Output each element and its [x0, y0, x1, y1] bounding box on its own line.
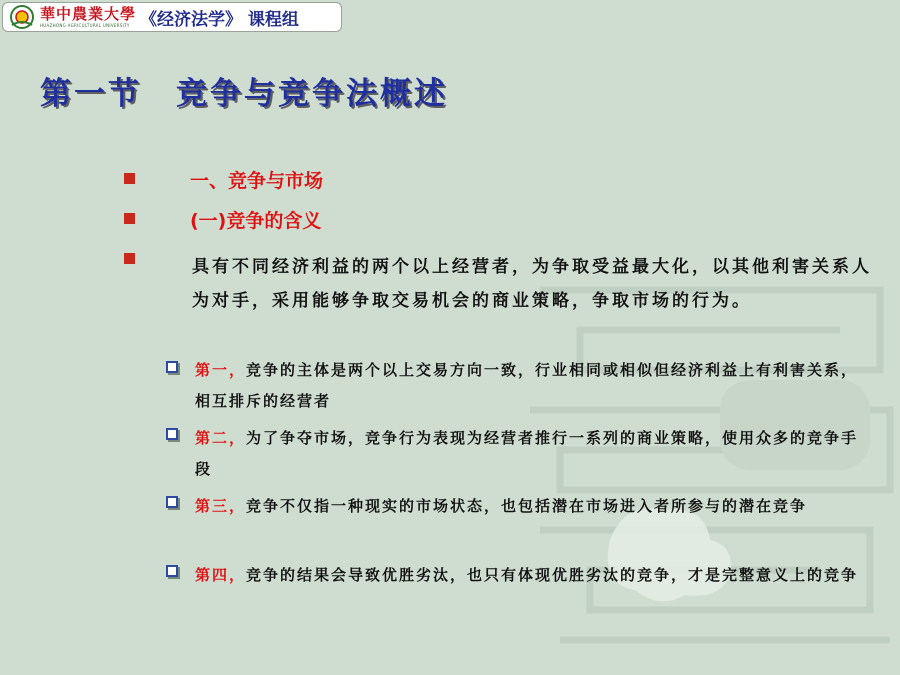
hollow-square-bullet — [166, 565, 178, 577]
point-item — [195, 491, 875, 522]
subsection-heading: (一)竞争的含义 — [190, 210, 322, 232]
hollow-square-bullet — [166, 428, 178, 440]
point-item — [195, 560, 875, 591]
university-logo-icon — [7, 4, 37, 30]
point-item — [195, 355, 875, 417]
hollow-square-bullet — [166, 361, 178, 373]
course-name: 《经济法学》 课程组 — [140, 9, 299, 30]
page-title: 第一节 竞争与竞争法概述 — [40, 76, 448, 112]
point-lead: 第三， — [195, 497, 247, 515]
definition-text: 具有不同经济利益的两个以上经营者，为争取受益最大化，以其他利害关系人为对手，采用能够争取交易机会的商业策略，争取市场的行为。 — [192, 257, 872, 311]
section-heading: 一、竞争与市场 — [190, 170, 324, 192]
university-name: 華中農業大學 — [40, 4, 137, 23]
square-bullet — [124, 173, 135, 184]
university-logo-text — [40, 4, 137, 28]
hollow-square-bullet — [166, 496, 178, 508]
point-item — [195, 423, 875, 485]
point-text: 为了争夺市场，竞争行为表现为经营者推行一系列的商业策略，使用众多的竞争手段 — [195, 429, 859, 478]
point-text: 竞争不仅指一种现实的市场状态，也包括潜在市场进入者所参与的潜在竞争 — [246, 497, 808, 515]
square-bullet — [124, 213, 135, 224]
university-english-name: HUAZHONG AGRICULTURAL UNIVERSITY — [40, 22, 130, 28]
point-lead: 第四， — [195, 566, 247, 584]
point-lead: 第二， — [195, 429, 247, 447]
square-bullet — [124, 253, 135, 264]
point-text: 竞争的结果会导致优胜劣汰，也只有体现优胜劣汰的竞争，才是完整意义上的竞争 — [246, 566, 859, 584]
point-text: 竞争的主体是两个以上交易方向一致，行业相同或相似但经济利益上有利害关系，相互排斥的经营者 — [195, 361, 859, 410]
point-lead: 第一， — [195, 361, 247, 379]
header-badge — [2, 2, 342, 32]
